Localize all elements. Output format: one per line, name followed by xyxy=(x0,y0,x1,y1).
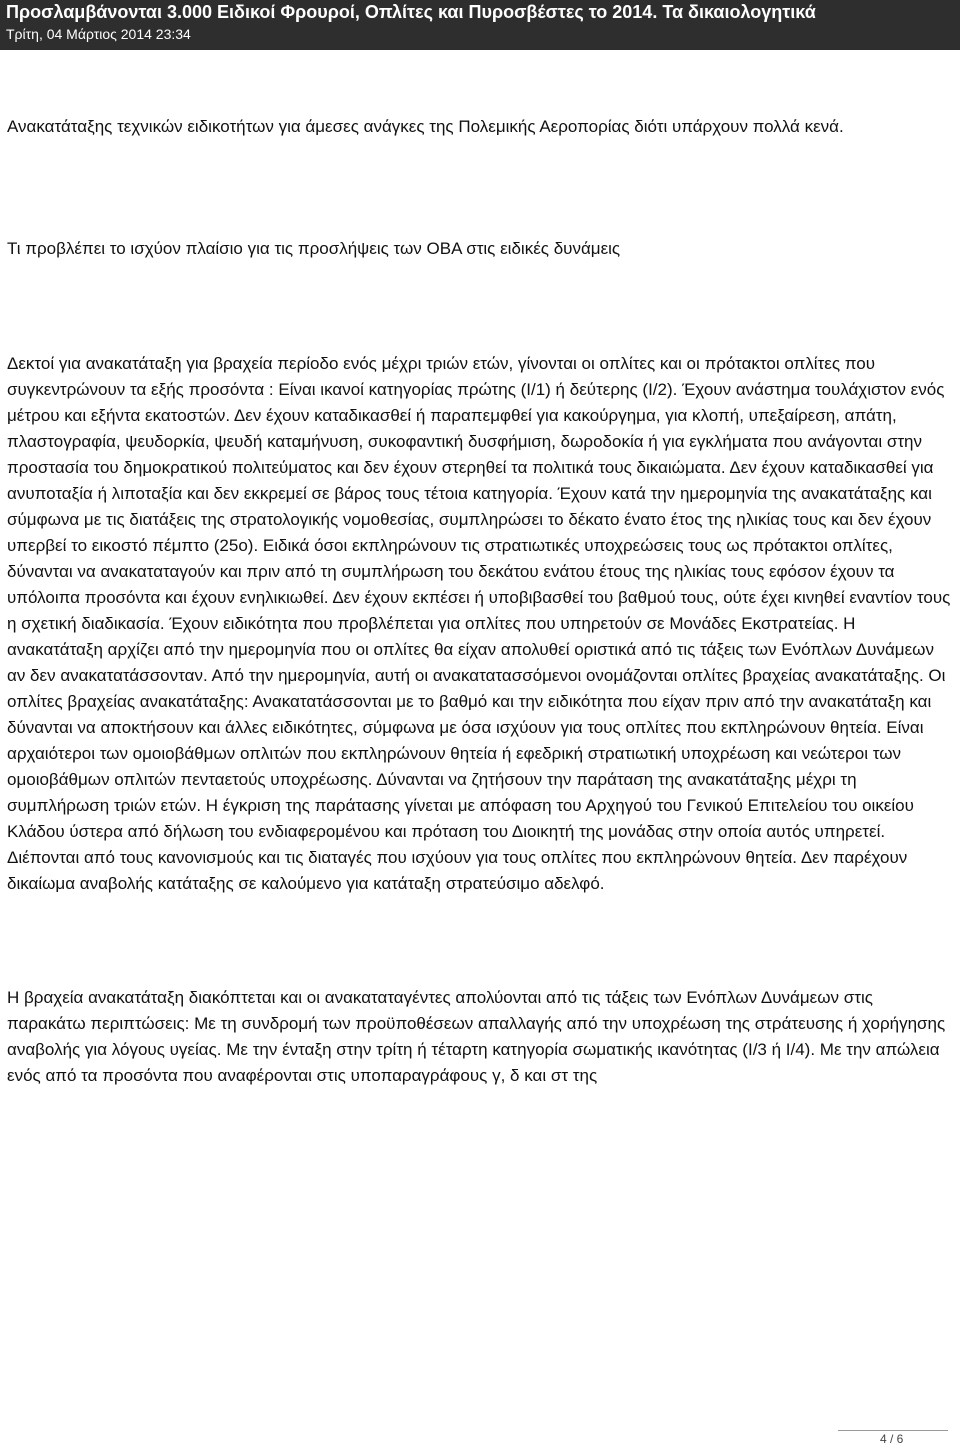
page-number: 4 / 6 xyxy=(880,1432,904,1446)
paragraph-section-heading: Τι προβλέπει το ισχύον πλαίσιο για τις προσλήψεις των ΟΒΑ στις ειδικές δυνάμεις xyxy=(7,239,621,258)
article-body xyxy=(7,114,953,1089)
paragraph-requirements: Δεκτοί για ανακατάταξη για βραχεία περίοδο ενός μέχρι τριών ετών, γίνονται οι οπλίτες και οι πρότακτοι οπλίτες που συγκεντρώνουν τα εξής προσόντα : Είναι ικανοί κατηγορίας πρώτης (Ι/1) ή δεύτερης (Ι/2). Έχουν ανάστημα τουλάχιστον ενός μέτρου και εξήντα εκατοστών. Δεν έχουν καταδικασθεί ή παραπεμφθεί για κακούργημα, για κλοπή, υπεξαίρεση, απάτη, πλαστογραφία, ψευδορκία, ψευδή καταμήνυση, συκοφαντική δυσφήμιση, δωροδοκία ή για εγκλήματα που ανάγονται στην προστασία του δημοκρατικού πολιτεύματος και δεν έχουν στερηθεί τα πολιτικά τους δικαιώματα. Δεν έχουν καταδικασθεί για ανυποταξία ή λιποταξία και δεν εκκρεμεί σε βάρος τους τέτοια κατηγορία. Έχουν κατά την ημερομηνία της ανακατάταξης και σύμφωνα με τις διατάξεις της στρατολογικής νομοθεσίας, συμπληρώσει το δέκατο ένατο έτος της ηλικίας τους και δεν έχουν υπερβεί το εικοστό πέμπτο (25ο). Ειδικά όσοι εκπληρώνουν τις στρατιωτικές υποχρεώσεις τους ως πρότακτοι οπλίτες, δύνανται να ανακαταταγούν και πριν από τη συμπλήρωση του δεκάτου ενάτου έτους της ηλικίας τους εφόσον έχουν τα υπόλοιπα προσόντα και έχουν ενηλικιωθεί. Δεν έχουν εκπέσει ή υποβιβασθεί του βαθμού τους, ούτε έχει κινηθεί εναντίον τους η σχετική διαδικασία. Έχουν ειδικότητα που προβλέπεται για οπλίτες που υπηρετούν σε Μονάδες Εκστρατείας. Η ανακατάταξη αρχίζει από την ημερομηνία που οι οπλίτες θα είχαν απολυθεί οριστικά από τις τάξεις των Ενόπλων Δυνάμεων αν δεν ανακατατάσσονταν. Από την ημερομηνία, αυτή οι ανακατατασσόμενοι ονομάζονται οπλίτες βραχείας ανακατάταξης. Οι οπλίτες βραχείας ανακατάταξης: Ανακατατάσσονται με το βαθμό και την ειδικότητα που είχαν πριν από την ανακατάταξη και δύνανται να αποκτήσουν και άλλες ειδικότητες, σύμφωνα με όσα ισχύουν για τους οπλίτες που εκπληρώνουν θητεία. Είναι αρχαιότεροι των ομοιοβάθμων οπλιτών που εκπληρώνουν θητεία ή εφεδρική στρατιωτική υποχρέωση και νεώτεροι των ομοιοβάθμων οπλιτών πενταετούς υποχρέωσης. Δύνανται να ζητήσουν την παράταση της ανακατάταξης μέχρι τη συμπλήρωση τριών ετών. Η έγκριση της παράτασης γίνεται με απόφαση του Αρχηγού του Γενικού Επιτελείου του οικείου Κλάδου ύστερα από δήλωση του ενδιαφερομένου και πρόταση του Διοικητή της μονάδας στην οποία αυτός υπηρετεί. Διέπονται από τους κανονισμούς και τις διαταγές που ισχύουν για τους οπλίτες που εκπληρώνουν θητεία. Δεν παρέχουν δικαίωμα αναβολής κατάταξης σε καλούμενο για κατάταξη στρατεύσιμο αδελφό. xyxy=(7,354,951,893)
paragraph-termination: Η βραχεία ανακατάταξη διακόπτεται και οι ανακαταταγέντες απολύονται από τις τάξεις των Ενόπλων Δυνάμεων στις παρακάτω περιπτώσεις: Με τη συνδρομή των προϋποθέσεων απαλλαγής από την υποχρέωση της στράτευσης ή χορήγησης αναβολής για λόγους υγείας. Με την ένταξη στην τρίτη ή τέταρτη κατηγορία σωματικής ικανότητας (Ι/3 ή Ι/4). Με την απώλεια ενός από τα προσόντα που αναφέρονται στις υποπαραγράφους γ, δ και στ της xyxy=(7,988,946,1085)
paragraph-intro: Ανακατάταξης τεχνικών ειδικοτήτων για άμεσες ανάγκες της Πολεμικής Αεροπορίας διότι υπάρχουν πολλά κενά. xyxy=(7,117,844,136)
page-header xyxy=(0,0,960,50)
footer-divider xyxy=(838,1430,948,1431)
document-title: Προσλαμβάνονται 3.000 Ειδικοί Φρουροί, Οπλίτες και Πυροσβέστες το 2014. Τα δικαιολογητικά xyxy=(6,2,816,22)
publish-date: Τρίτη, 04 Μάρτιος 2014 23:34 xyxy=(6,26,191,42)
